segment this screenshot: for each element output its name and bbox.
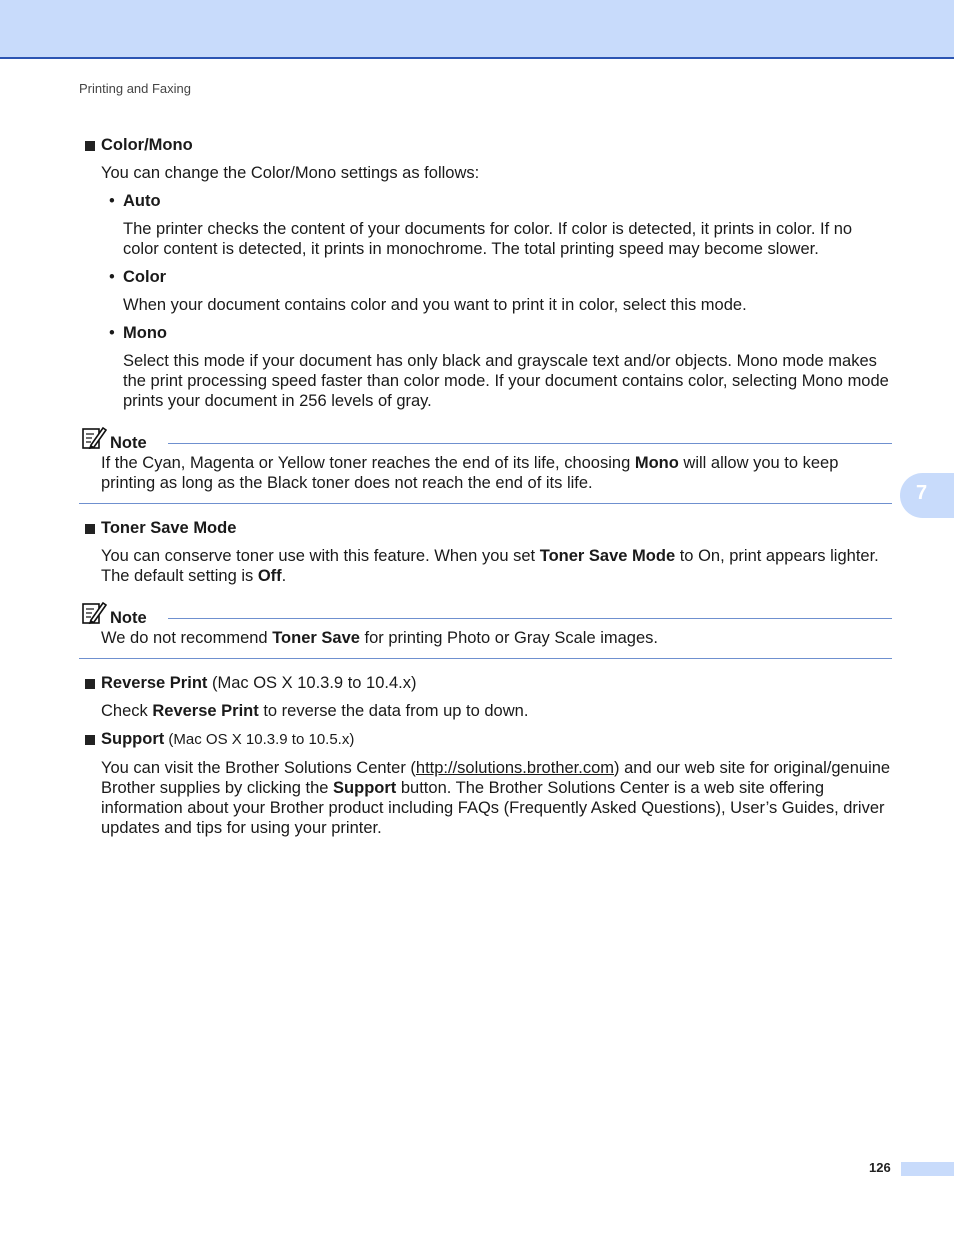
note-bold-term: Mono (634, 454, 679, 472)
dot-bullet-icon: • (109, 268, 115, 286)
section-title: Toner Save Mode (101, 519, 237, 537)
color-mono-intro: You can change the Color/Mono settings as follows: (101, 164, 480, 182)
note-pencil-icon (81, 425, 107, 451)
section-qualifier: (Mac OS X 10.3.9 to 10.4.x) (207, 674, 417, 692)
body-text: to On, print appears lighter. The default setting is (101, 547, 879, 585)
square-bullet-icon (85, 524, 95, 534)
note-body (101, 453, 892, 493)
section-title: Color/Mono (101, 136, 193, 154)
option-title: Auto (123, 192, 161, 210)
body-text: to reverse the data from up to down. (258, 702, 529, 720)
square-bullet-icon (85, 141, 95, 151)
section-color-mono-heading (79, 135, 892, 155)
chapter-tab (900, 473, 954, 518)
body-text: button. The Brother Solutions Center is a web site offering information about your Brother product including FAQs (Frequently Asked Questions), User’s Guides, driver updates and tips for using your printer. (101, 779, 885, 837)
note-title: Note (110, 434, 147, 452)
note-text: will allow you to keep printing as long as the Black toner does not reach the end of its life. (101, 454, 839, 492)
note-header (79, 600, 892, 628)
body-text: You can visit the Brother Solutions Center ( (101, 759, 416, 777)
body-text: . (281, 567, 287, 585)
header-band (0, 0, 954, 59)
section-title: Reverse Print (101, 674, 208, 692)
note-body (101, 628, 892, 648)
note-mono-toner (79, 425, 892, 504)
body-text: You can conserve toner use with this feature. When you set (101, 547, 540, 565)
square-bullet-icon (85, 735, 95, 745)
bold-term: Support (333, 779, 397, 797)
option-auto-heading (109, 191, 892, 211)
option-title: Mono (123, 324, 167, 342)
body-text: ) and our web site for original/genuine Brother supplies by clicking the (101, 759, 891, 797)
note-text: If the Cyan, Magenta or Yellow toner reaches the end of its life, choosing (101, 454, 635, 472)
page-number-bar (901, 1162, 954, 1176)
dot-bullet-icon: • (109, 324, 115, 342)
note-divider (168, 443, 892, 444)
option-auto-description: The printer checks the content of your documents for color. If color is detected, it prints in color. If no color content is detected, it prints in monochrome. The total printing speed may become slower. (123, 220, 853, 258)
note-toner-save (79, 600, 892, 659)
support-description (101, 758, 892, 838)
option-mono-heading (109, 323, 892, 343)
bold-term: Toner Save Mode (539, 547, 676, 565)
dot-bullet-icon: • (109, 192, 115, 210)
bold-term: Off (257, 567, 282, 585)
section-reverse-print-heading (79, 673, 892, 693)
note-pencil-icon (81, 600, 107, 626)
option-title: Color (123, 268, 167, 286)
page-number: 126 (869, 1160, 891, 1175)
bold-term: Reverse Print (152, 702, 259, 720)
option-color-description: When your document contains color and you want to print it in color, select this mode. (123, 296, 747, 314)
toner-save-description (101, 546, 892, 586)
square-bullet-icon (85, 679, 95, 689)
note-divider (168, 618, 892, 619)
section-toner-save-heading (79, 518, 892, 538)
section-qualifier: (Mac OS X 10.3.9 to 10.5.x) (164, 731, 355, 748)
chapter-number: 7 (916, 482, 928, 504)
section-support-heading (79, 729, 892, 750)
page-content (79, 135, 892, 846)
option-color-heading (109, 267, 892, 287)
note-header (79, 425, 892, 453)
note-text: for printing Photo or Gray Scale images. (359, 629, 658, 647)
note-text: We do not recommend (101, 629, 273, 647)
solutions-center-link[interactable]: http://solutions.brother.com (415, 759, 615, 777)
note-bold-term: Toner Save (272, 629, 360, 647)
note-title: Note (110, 609, 147, 627)
reverse-print-description (101, 701, 892, 721)
option-mono-description: Select this mode if your document has only black and grayscale text and/or objects. Mono mode makes the print processing speed faster than color mode. If your document contains color, selecting Mono mode prints your document in 256 levels of gray. (123, 352, 889, 410)
body-text: Check (101, 702, 153, 720)
section-title: Support (101, 730, 165, 748)
running-header: Printing and Faxing (79, 81, 192, 96)
